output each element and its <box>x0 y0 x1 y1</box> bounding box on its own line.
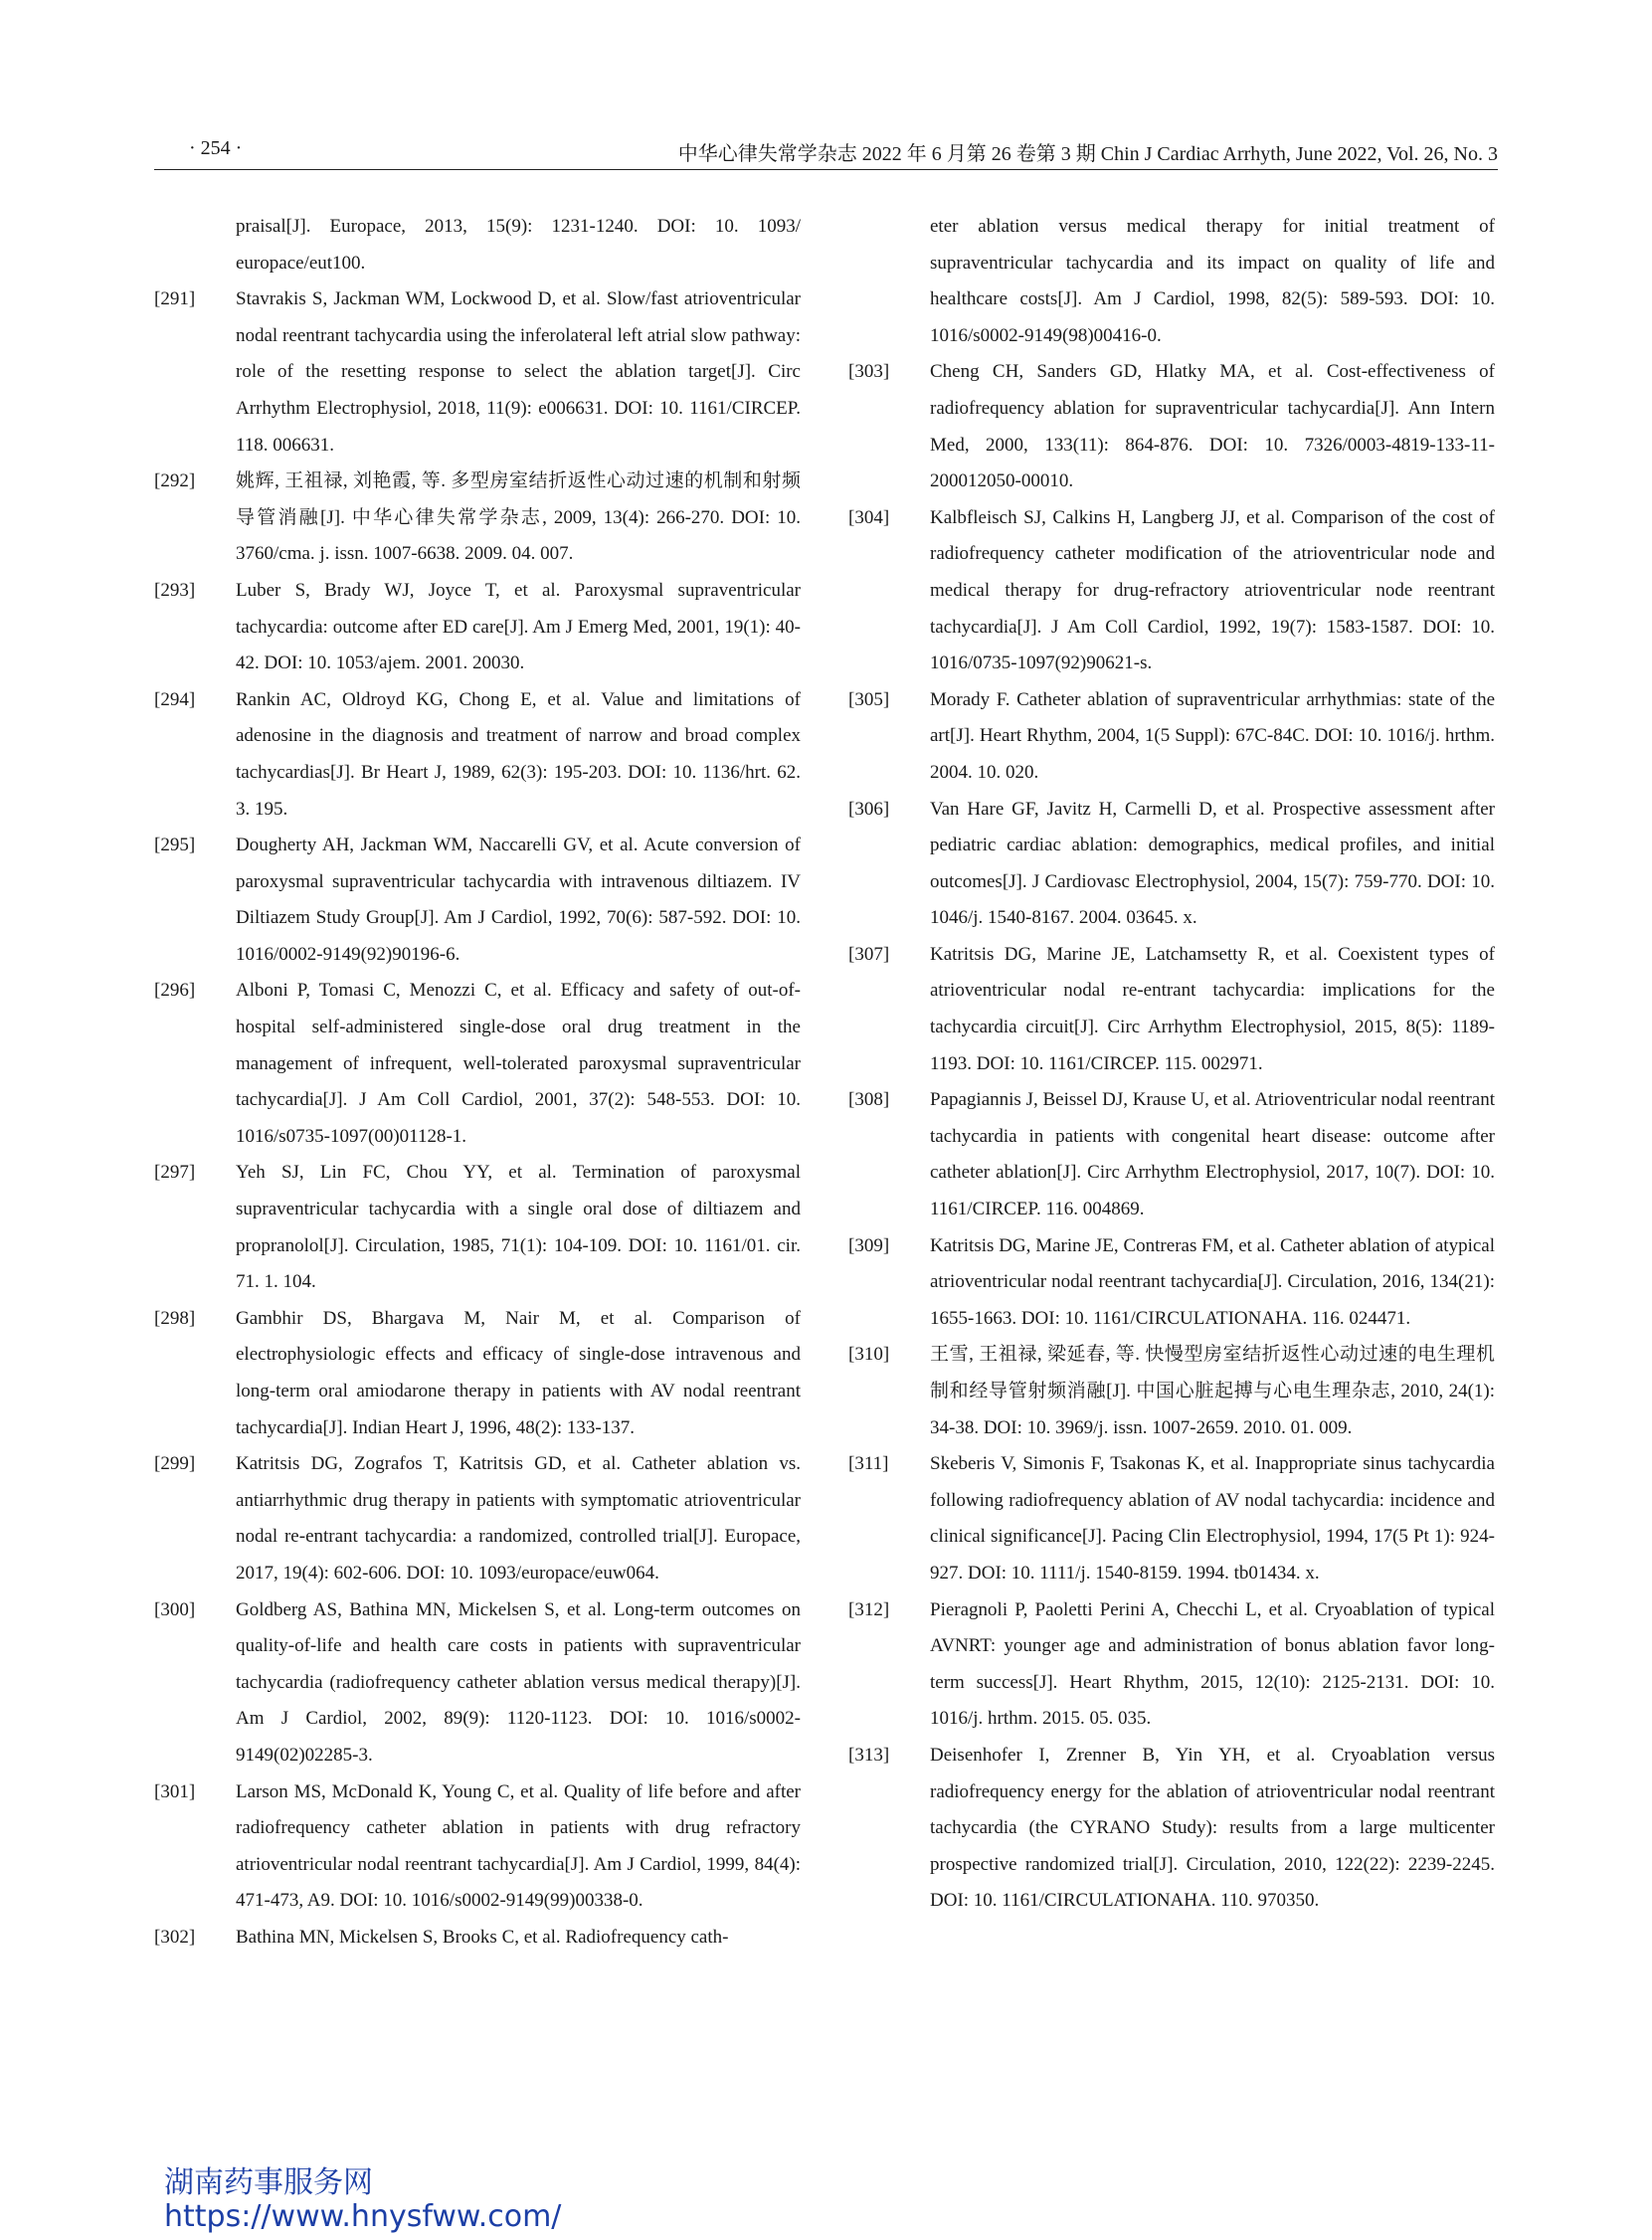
reference-number: [307] <box>848 943 890 965</box>
reference-text: Katritsis DG, Marine JE, Contreras FM, et al. Catheter ablation of atypical atrioventricular nodal reentrant tachycardia[J]. Circulation, 2016, 134(21): 1655-1663. DOI: 10. 1161/CIRCULATIONAHA. 116. 024471. <box>930 1234 1495 1329</box>
running-header <box>154 137 1498 170</box>
reference-number: [300] <box>154 1598 196 1620</box>
reference-item <box>848 792 1495 937</box>
page-number: · 254 · <box>189 137 243 159</box>
reference-number: [302] <box>154 1926 196 1948</box>
reference-number: [299] <box>154 1453 196 1475</box>
reference-number: [295] <box>154 835 196 856</box>
reference-number: [306] <box>848 798 890 820</box>
reference-text: Morady F. Catheter ablation of supraventricular arrhythmias: state of the art[J]. Heart Rhythm, 2004, 1(5 Suppl): 67C-84C. DOI: 10. 1016/j. hrthm. 2004. 10. 020. <box>930 688 1495 783</box>
reference-text: 王雪, 王祖禄, 梁延春, 等. 快慢型房室结折返性心动过速的电生理机制和经导管射频消融[J]. 中国心脏起搏与心电生理杂志, 2010, 24(1): 34-38. DOI: 10. 3969/j. issn. 1007-2659. 2010. 01. 009. <box>930 1344 1495 1438</box>
reference-number: [296] <box>154 980 196 1002</box>
reference-item <box>154 1774 801 1920</box>
reference-item <box>154 1592 801 1774</box>
reference-text: Deisenhofer I, Zrenner B, Yin YH, et al. Cryoablation versus radiofrequency energy for the ablation of atrioventricular nodal reentrant tachycardia (the CYRANO Study): results from a large multicenter prospective randomized trial[J]. Circulation, 2010, 122(22): 2239-2245. DOI: 10. 1161/CIRCULATIONAHA. 110. 970350. <box>930 1744 1495 1912</box>
reference-number: [294] <box>154 688 196 710</box>
reference-item <box>848 1337 1495 1446</box>
reference-text: Katritsis DG, Marine JE, Latchamsetty R, et al. Coexistent types of atrioventricular nodal re-entrant tachycardia: implications for the tachycardia circuit[J]. Circ Arrhythm Electrophysiol, 2015, 8(5): 1189-1193. DOI: 10. 1161/CIRCEP. 115. 002971. <box>930 943 1495 1074</box>
reference-item <box>154 1155 801 1300</box>
reference-number: [312] <box>848 1598 890 1620</box>
reference-item <box>154 464 801 573</box>
reference-text: 姚辉, 王祖禄, 刘艳霞, 等. 多型房室结折返性心动过速的机制和射频导管消融[J]. 中华心律失常学杂志, 2009, 13(4): 266-270. DOI: 10. 3760/cma. j. issn. 1007-6638. 2009. 04. 007. <box>236 470 801 565</box>
reference-number: [298] <box>154 1307 196 1329</box>
reference-item <box>154 682 801 828</box>
reference-text: Gambhir DS, Bhargava M, Nair M, et al. Comparison of electrophysiologic effects and efficacy of single-dose intravenous and long-term oral amiodarone therapy in patients with AV nodal reentrant tachycardia[J]. Indian Heart J, 1996, 48(2): 133-137. <box>236 1307 801 1438</box>
reference-item <box>154 1920 801 1957</box>
reference-item <box>848 937 1495 1082</box>
reference-text: Stavrakis S, Jackman WM, Lockwood D, et al. Slow/fast atrioventricular nodal reentrant tachycardia using the inferolateral left atrial slow pathway: role of the resetting response to select the ablation target[J]. Circ Arrhythm Electrophysiol, 2018, 11(9): e006631. DOI: 10. 1161/CIRCEP. 118. 006631. <box>236 288 801 456</box>
reference-item <box>154 1301 801 1446</box>
reference-number: [292] <box>154 470 196 492</box>
reference-item <box>848 354 1495 499</box>
continued-reference: eter ablation versus medical therapy for initial treatment of supraventricular tachycardia and its impact on quality of life and healthcare costs[J]. Am J Cardiol, 1998, 82(5): 589-593. DOI: 10. 1016/s0002-9149(98)00416-0. <box>930 216 1495 346</box>
reference-item <box>154 973 801 1155</box>
reference-number: [310] <box>848 1344 890 1366</box>
left-column <box>154 209 801 1957</box>
reference-number: [301] <box>154 1780 196 1802</box>
reference-item <box>154 281 801 464</box>
reference-item <box>848 1082 1495 1227</box>
reference-item <box>848 1738 1495 1920</box>
reference-text: Van Hare GF, Javitz H, Carmelli D, et al. Prospective assessment after pediatric cardiac ablation: demographics, medical profiles, and initial outcomes[J]. J Cardiovasc Electrophysiol, 2004, 15(7): 759-770. DOI: 10. 1046/j. 1540-8167. 2004. 03645. x. <box>930 798 1495 929</box>
reference-text: Goldberg AS, Bathina MN, Mickelsen S, et al. Long-term outcomes on quality-of-life and health care costs in patients with supraventricular tachycardia (radiofrequency catheter ablation versus medical therapy)[J]. Am J Cardiol, 2002, 89(9): 1120-1123. DOI: 10. 1016/s0002-9149(02)02285-3. <box>236 1598 801 1766</box>
journal-citation: 中华心律失常学杂志 2022 年 6 月第 26 卷第 3 期 Chin J Cardiac Arrhyth, June 2022, Vol. 26, No. 3 <box>677 143 1498 165</box>
site-watermark <box>164 2166 561 2234</box>
reference-item <box>848 682 1495 792</box>
reference-text: Katritsis DG, Zografos T, Katritsis GD, et al. Catheter ablation vs. antiarrhythmic drug therapy in patients with symptomatic atrioventricular nodal re-entrant tachycardia: a randomized, controlled trial[J]. Europace, 2017, 19(4): 602-606. DOI: 10. 1093/europace/euw064. <box>236 1453 801 1584</box>
reference-text: Kalbfleisch SJ, Calkins H, Langberg JJ, et al. Comparison of the cost of radiofrequency catheter modification of the atrioventricular node and medical therapy for drug-refractory atrioventricular node reentrant tachycardia[J]. J Am Coll Cardiol, 1992, 19(7): 1583-1587. DOI: 10. 1016/0735-1097(92)90621-s. <box>930 506 1495 674</box>
reference-number: [311] <box>848 1453 889 1475</box>
reference-text: Yeh SJ, Lin FC, Chou YY, et al. Termination of paroxysmal supraventricular tachycardia with a single oral dose of diltiazem and propranolol[J]. Circulation, 1985, 71(1): 104-109. DOI: 10. 1161/01. cir. 71. 1. 104. <box>236 1162 801 1293</box>
reference-text: Skeberis V, Simonis F, Tsakonas K, et al. Inappropriate sinus tachycardia following radiofrequency ablation of AV nodal tachycardia: incidence and clinical significance[J]. Pacing Clin Electrophysiol, 1994, 17(5 Pt 1): 924-927. DOI: 10. 1111/j. 1540-8159. 1994. tb01434. x. <box>930 1453 1495 1584</box>
reference-item <box>154 573 801 682</box>
reference-list-right <box>848 354 1495 1920</box>
reference-number: [313] <box>848 1744 890 1766</box>
reference-number: [297] <box>154 1162 196 1184</box>
reference-text: Bathina MN, Mickelsen S, Brooks C, et al. Radiofrequency cath- <box>236 1926 729 1948</box>
continued-reference: praisal[J]. Europace, 2013, 15(9): 1231-1240. DOI: 10. 1093/ europace/eut100. <box>236 216 801 274</box>
reference-item <box>848 500 1495 682</box>
reference-item <box>848 1446 1495 1591</box>
reference-text: Cheng CH, Sanders GD, Hlatky MA, et al. Cost-effectiveness of radiofrequency ablation for supraventricular tachycardia[J]. Ann Intern Med, 2000, 133(11): 864-876. DOI: 10. 7326/0003-4819-133-11-200012050-00010. <box>930 361 1495 492</box>
reference-item <box>154 1446 801 1591</box>
reference-text: Dougherty AH, Jackman WM, Naccarelli GV, et al. Acute conversion of paroxysmal supraventricular tachycardia with intravenous diltiazem. IV Diltiazem Study Group[J]. Am J Cardiol, 1992, 70(6): 587-592. DOI: 10. 1016/0002-9149(92)90196-6. <box>236 835 801 965</box>
reference-item <box>848 1228 1495 1338</box>
reference-number: [291] <box>154 288 196 310</box>
reference-number: [293] <box>154 579 196 601</box>
right-column <box>848 209 1495 1920</box>
reference-number: [303] <box>848 361 890 383</box>
watermark-site-name: 湖南药事服务网 <box>164 2165 373 2200</box>
reference-item <box>154 828 801 973</box>
reference-text: Larson MS, McDonald K, Young C, et al. Quality of life before and after radiofrequency catheter ablation in patients with drug refractory atrioventricular nodal reentrant tachycardia[J]. Am J Cardiol, 1999, 84(4): 471-473, A9. DOI: 10. 1016/s0002-9149(99)00338-0. <box>236 1780 801 1912</box>
reference-list-left <box>154 281 801 1956</box>
reference-number: [309] <box>848 1234 890 1256</box>
reference-text: Luber S, Brady WJ, Joyce T, et al. Paroxysmal supraventricular tachycardia: outcome after ED care[J]. Am J Emerg Med, 2001, 19(1): 40-42. DOI: 10. 1053/ajem. 2001. 20030. <box>236 579 801 674</box>
watermark-url[interactable]: https://www.hnysfww.com/ <box>164 2199 562 2234</box>
reference-text: Papagiannis J, Beissel DJ, Krause U, et al. Atrioventricular nodal reentrant tachycardia in patients with congenital heart disease: outcome after catheter ablation[J]. Circ Arrhythm Electrophysiol, 2017, 10(7). DOI: 10. 1161/CIRCEP. 116. 004869. <box>930 1089 1495 1220</box>
reference-text: Pieragnoli P, Paoletti Perini A, Checchi L, et al. Cryoablation of typical AVNRT: younger age and administration of bonus ablation favor long-term success[J]. Heart Rhythm, 2015, 12(10): 2125-2131. DOI: 10. 1016/j. hrthm. 2015. 05. 035. <box>930 1598 1495 1730</box>
reference-item <box>848 1592 1495 1738</box>
reference-number: [308] <box>848 1089 890 1111</box>
reference-number: [304] <box>848 506 890 528</box>
reference-text: Rankin AC, Oldroyd KG, Chong E, et al. Value and limitations of adenosine in the diagnosis and treatment of narrow and broad complex tachycardias[J]. Br Heart J, 1989, 62(3): 195-203. DOI: 10. 1136/hrt. 62. 3. 195. <box>236 688 801 820</box>
reference-text: Alboni P, Tomasi C, Menozzi C, et al. Efficacy and safety of out-of-hospital self-administered single-dose oral drug treatment in the management of infrequent, well-tolerated paroxysmal supraventricular tachycardia[J]. J Am Coll Cardiol, 2001, 37(2): 548-553. DOI: 10. 1016/s0735-1097(00)01128-1. <box>236 980 801 1147</box>
reference-number: [305] <box>848 688 890 710</box>
